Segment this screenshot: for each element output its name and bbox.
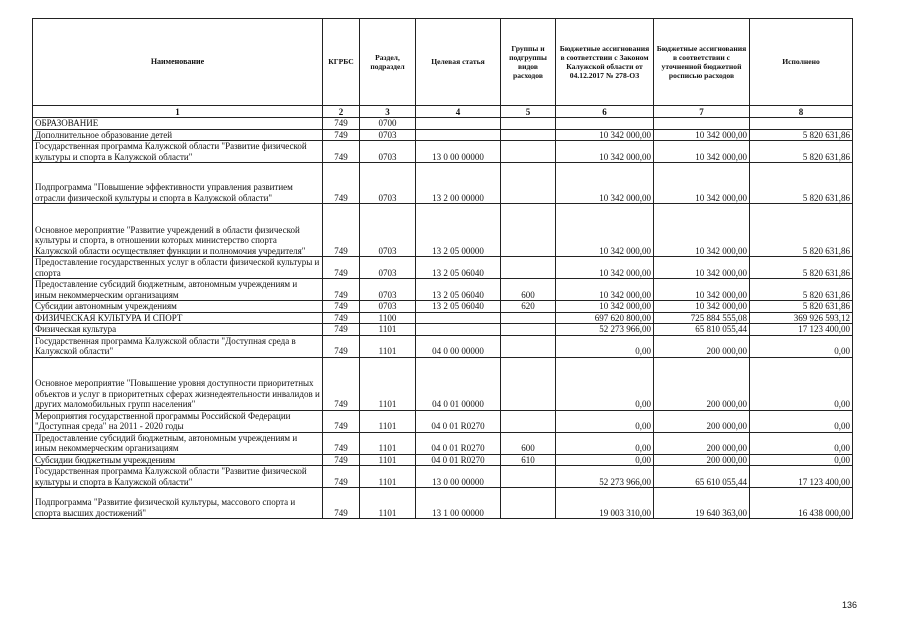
row-budget-refined-cell: 65 610 055,44 — [654, 466, 750, 488]
row-kgrbs-cell: 749 — [323, 301, 360, 313]
row-name-cell: Основное мероприятие "Повышение уровня доступности приоритетных объектов и услуг в приоритетных сферах жизнедеятельности инвалидов и других маломобильных групп населения" — [33, 357, 323, 410]
row-kgrbs-cell: 749 — [323, 466, 360, 488]
row-budget-refined-cell: 200 000,00 — [654, 357, 750, 410]
table-row — [33, 432, 853, 454]
row-name-cell: Государственная программа Калужской области "Развитие физической культуры и спорта в Калужской области" — [33, 466, 323, 488]
row-section-cell: 0700 — [360, 118, 416, 130]
row-section-cell: 0703 — [360, 129, 416, 141]
header-budget-refined: Бюджетные ассигнования в соответствии с уточненной бюджетной росписью расходов — [654, 19, 750, 106]
column-number: 7 — [654, 106, 750, 118]
column-number: 4 — [416, 106, 501, 118]
row-group-cell — [501, 410, 556, 432]
row-kgrbs-cell: 749 — [323, 129, 360, 141]
table-row — [33, 335, 853, 357]
row-group-cell: 610 — [501, 454, 556, 466]
row-target-cell: 13 2 05 06040 — [416, 257, 501, 279]
column-number: 2 — [323, 106, 360, 118]
header-groups: Группы и подгруппы видов расходов — [501, 19, 556, 106]
row-kgrbs-cell: 749 — [323, 432, 360, 454]
table-row — [33, 488, 853, 519]
row-budget-law-cell: 0,00 — [556, 432, 654, 454]
row-budget-refined-cell: 65 810 055,44 — [654, 324, 750, 336]
row-name-cell: Основное мероприятие "Развитие учреждений в области физической культуры и спорта, в отношении которых министерство спорта Калужской области осуществляет функции и полномочия учредителя" — [33, 204, 323, 257]
header-executed: Исполнено — [750, 19, 853, 106]
row-group-cell — [501, 141, 556, 163]
row-group-cell — [501, 204, 556, 257]
header-section: Раздел, подраздел — [360, 19, 416, 106]
row-executed-cell: 369 926 593,12 — [750, 312, 853, 324]
row-group-cell — [501, 163, 556, 204]
row-budget-law-cell: 10 342 000,00 — [556, 163, 654, 204]
row-section-cell: 1101 — [360, 488, 416, 519]
row-name-cell: Подпрограмма "Развитие физической культуры, массового спорта и спорта высших достижений" — [33, 488, 323, 519]
row-budget-law-cell: 52 273 966,00 — [556, 466, 654, 488]
row-executed-cell: 5 820 631,86 — [750, 257, 853, 279]
row-kgrbs-cell: 749 — [323, 163, 360, 204]
row-group-cell — [501, 324, 556, 336]
row-name-cell: Субсидии бюджетным учреждениям — [33, 454, 323, 466]
table-row — [33, 357, 853, 410]
row-group-cell: 600 — [501, 279, 556, 301]
row-executed-cell: 5 820 631,86 — [750, 279, 853, 301]
row-group-cell — [501, 118, 556, 130]
table-row — [33, 163, 853, 204]
row-target-cell: 04 0 00 00000 — [416, 335, 501, 357]
row-section-cell: 1101 — [360, 324, 416, 336]
row-executed-cell: 0,00 — [750, 357, 853, 410]
row-budget-law-cell: 10 342 000,00 — [556, 279, 654, 301]
row-budget-refined-cell — [654, 118, 750, 130]
row-kgrbs-cell: 749 — [323, 257, 360, 279]
row-section-cell: 0703 — [360, 257, 416, 279]
row-budget-refined-cell: 200 000,00 — [654, 335, 750, 357]
row-budget-refined-cell: 200 000,00 — [654, 432, 750, 454]
row-section-cell: 0703 — [360, 204, 416, 257]
row-section-cell: 0703 — [360, 279, 416, 301]
row-section-cell: 1101 — [360, 454, 416, 466]
row-budget-law-cell: 0,00 — [556, 357, 654, 410]
row-executed-cell: 16 438 000,00 — [750, 488, 853, 519]
row-executed-cell: 0,00 — [750, 432, 853, 454]
row-kgrbs-cell: 749 — [323, 357, 360, 410]
row-target-cell: 13 2 05 00000 — [416, 204, 501, 257]
row-target-cell — [416, 118, 501, 130]
table-body — [33, 118, 853, 519]
row-name-cell: Государственная программа Калужской области "Развитие физической культуры и спорта в Калужской области" — [33, 141, 323, 163]
row-name-cell: ОБРАЗОВАНИЕ — [33, 118, 323, 130]
row-name-cell: Субсидии автономным учреждениям — [33, 301, 323, 313]
row-name-cell: Дополнительное образование детей — [33, 129, 323, 141]
row-section-cell: 0703 — [360, 163, 416, 204]
row-budget-refined-cell: 10 342 000,00 — [654, 301, 750, 313]
row-name-cell: Физическая культура — [33, 324, 323, 336]
row-budget-refined-cell: 10 342 000,00 — [654, 279, 750, 301]
row-kgrbs-cell: 749 — [323, 312, 360, 324]
table-row — [33, 118, 853, 130]
row-kgrbs-cell: 749 — [323, 141, 360, 163]
row-target-cell: 13 2 05 06040 — [416, 301, 501, 313]
table-row — [33, 454, 853, 466]
row-budget-law-cell: 10 342 000,00 — [556, 301, 654, 313]
row-name-cell: Подпрограмма "Повышение эффективности управления развитием отрасли физической культуры и спорта в Калужской области" — [33, 163, 323, 204]
row-kgrbs-cell: 749 — [323, 118, 360, 130]
row-executed-cell: 17 123 400,00 — [750, 324, 853, 336]
row-target-cell — [416, 324, 501, 336]
row-section-cell: 1100 — [360, 312, 416, 324]
row-group-cell — [501, 466, 556, 488]
header-name: Наименование — [33, 19, 323, 106]
row-target-cell: 13 1 00 00000 — [416, 488, 501, 519]
page-number: 136 — [841, 600, 857, 610]
row-budget-refined-cell: 200 000,00 — [654, 454, 750, 466]
column-number-row — [33, 106, 853, 118]
row-group-cell — [501, 312, 556, 324]
row-target-cell: 04 0 01 00000 — [416, 357, 501, 410]
row-section-cell: 0703 — [360, 301, 416, 313]
table-row — [33, 257, 853, 279]
row-budget-refined-cell: 10 342 000,00 — [654, 204, 750, 257]
row-section-cell: 1101 — [360, 466, 416, 488]
table-row — [33, 204, 853, 257]
row-budget-law-cell — [556, 118, 654, 130]
table-row — [33, 410, 853, 432]
row-budget-law-cell: 10 342 000,00 — [556, 129, 654, 141]
row-target-cell: 13 2 00 00000 — [416, 163, 501, 204]
row-executed-cell: 5 820 631,86 — [750, 163, 853, 204]
row-section-cell: 0703 — [360, 141, 416, 163]
row-target-cell: 04 0 01 R0270 — [416, 454, 501, 466]
row-budget-refined-cell: 10 342 000,00 — [654, 129, 750, 141]
table-row — [33, 324, 853, 336]
table-row — [33, 141, 853, 163]
row-budget-law-cell: 0,00 — [556, 454, 654, 466]
row-group-cell: 620 — [501, 301, 556, 313]
row-budget-refined-cell: 10 342 000,00 — [654, 163, 750, 204]
row-group-cell — [501, 129, 556, 141]
row-budget-law-cell: 0,00 — [556, 335, 654, 357]
row-section-cell: 1101 — [360, 335, 416, 357]
row-name-cell: Предоставление субсидий бюджетным, автономным учреждениям и иным некоммерческим организациям — [33, 279, 323, 301]
column-number: 6 — [556, 106, 654, 118]
row-kgrbs-cell: 749 — [323, 410, 360, 432]
column-number: 3 — [360, 106, 416, 118]
row-executed-cell: 0,00 — [750, 410, 853, 432]
row-budget-law-cell: 10 342 000,00 — [556, 257, 654, 279]
row-group-cell — [501, 335, 556, 357]
row-name-cell: Предоставление государственных услуг в области физической культуры и спорта — [33, 257, 323, 279]
row-target-cell — [416, 129, 501, 141]
row-target-cell: 04 0 01 R0270 — [416, 410, 501, 432]
row-kgrbs-cell: 749 — [323, 279, 360, 301]
table-row — [33, 312, 853, 324]
column-number: 1 — [33, 106, 323, 118]
header-target: Целевая статья — [416, 19, 501, 106]
table-row — [33, 466, 853, 488]
table-header-row — [33, 19, 853, 106]
row-name-cell: Государственная программа Калужской области "Доступная среда в Калужской области" — [33, 335, 323, 357]
row-target-cell: 13 0 00 00000 — [416, 466, 501, 488]
header-budget-law: Бюджетные ассигнования в соответствии с Законом Калужской области от 04.12.2017 № 278-ОЗ — [556, 19, 654, 106]
row-target-cell — [416, 312, 501, 324]
column-number: 8 — [750, 106, 853, 118]
row-executed-cell — [750, 118, 853, 130]
row-executed-cell: 5 820 631,86 — [750, 129, 853, 141]
row-budget-law-cell: 10 342 000,00 — [556, 204, 654, 257]
row-target-cell: 13 0 00 00000 — [416, 141, 501, 163]
row-kgrbs-cell: 749 — [323, 488, 360, 519]
row-executed-cell: 5 820 631,86 — [750, 301, 853, 313]
row-group-cell — [501, 257, 556, 279]
row-executed-cell: 17 123 400,00 — [750, 466, 853, 488]
row-target-cell: 13 2 05 06040 — [416, 279, 501, 301]
row-budget-refined-cell: 10 342 000,00 — [654, 257, 750, 279]
row-target-cell: 04 0 01 R0270 — [416, 432, 501, 454]
row-group-cell — [501, 357, 556, 410]
row-executed-cell: 0,00 — [750, 454, 853, 466]
row-group-cell — [501, 488, 556, 519]
row-name-cell: ФИЗИЧЕСКАЯ КУЛЬТУРА И СПОРТ — [33, 312, 323, 324]
row-budget-law-cell: 19 003 310,00 — [556, 488, 654, 519]
table-row — [33, 129, 853, 141]
row-budget-refined-cell: 200 000,00 — [654, 410, 750, 432]
row-executed-cell: 5 820 631,86 — [750, 204, 853, 257]
row-section-cell: 1101 — [360, 357, 416, 410]
row-budget-law-cell: 10 342 000,00 — [556, 141, 654, 163]
row-name-cell: Мероприятия государственной программы Российской Федерации "Доступная среда" на 2011 - 2020 годы — [33, 410, 323, 432]
row-kgrbs-cell: 749 — [323, 324, 360, 336]
column-number: 5 — [501, 106, 556, 118]
row-budget-refined-cell: 10 342 000,00 — [654, 141, 750, 163]
row-kgrbs-cell: 749 — [323, 335, 360, 357]
budget-report-sheet — [32, 18, 853, 519]
budget-table — [32, 18, 853, 519]
row-budget-law-cell: 697 620 800,00 — [556, 312, 654, 324]
header-kgrbs: КГРБС — [323, 19, 360, 106]
row-budget-refined-cell: 19 640 363,00 — [654, 488, 750, 519]
row-kgrbs-cell: 749 — [323, 204, 360, 257]
row-budget-law-cell: 0,00 — [556, 410, 654, 432]
row-executed-cell: 5 820 631,86 — [750, 141, 853, 163]
row-budget-law-cell: 52 273 966,00 — [556, 324, 654, 336]
row-name-cell: Предоставление субсидий бюджетным, автономным учреждениям и иным некоммерческим организациям — [33, 432, 323, 454]
table-row — [33, 279, 853, 301]
row-executed-cell: 0,00 — [750, 335, 853, 357]
row-section-cell: 1101 — [360, 410, 416, 432]
row-kgrbs-cell: 749 — [323, 454, 360, 466]
row-section-cell: 1101 — [360, 432, 416, 454]
table-row — [33, 301, 853, 313]
row-group-cell: 600 — [501, 432, 556, 454]
row-budget-refined-cell: 725 884 555,08 — [654, 312, 750, 324]
